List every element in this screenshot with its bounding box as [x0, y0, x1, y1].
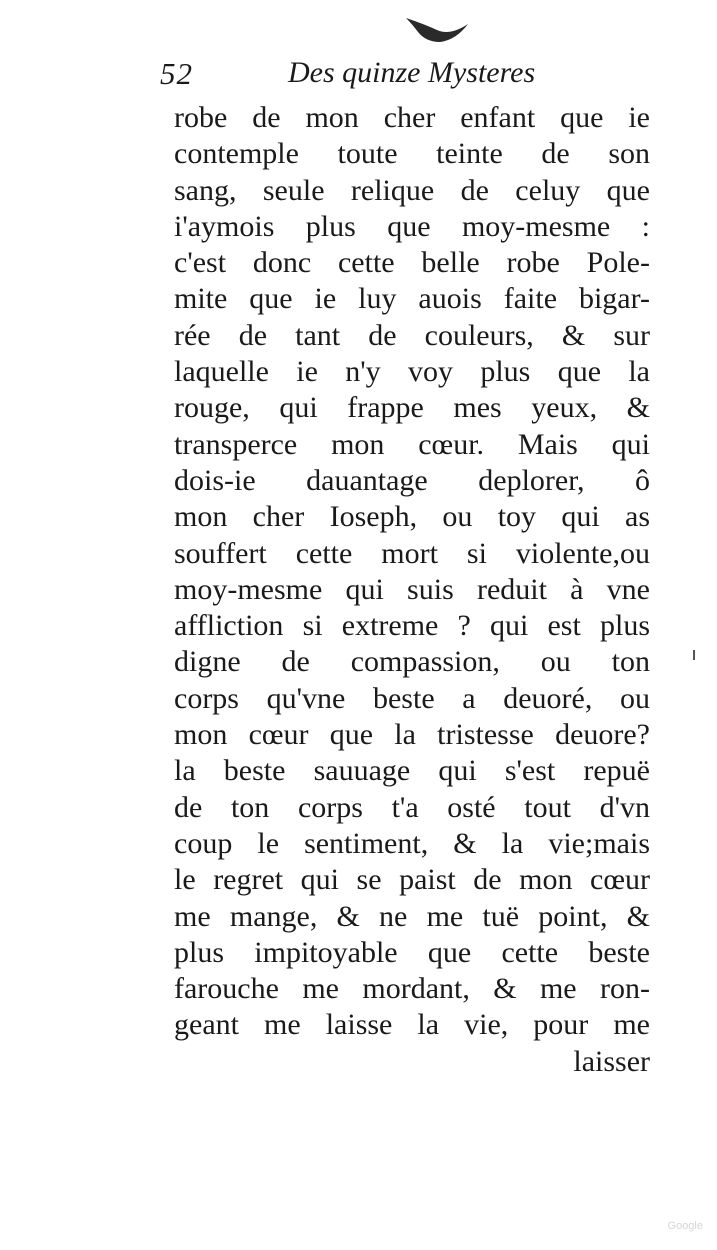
text-line: mon cher Ioseph, ou toy qui as — [174, 500, 650, 534]
text-line: me mange, & ne me tuë point, & — [174, 899, 650, 933]
body-text — [174, 100, 650, 1080]
text-line: robe de mon cher enfant que ie — [174, 101, 650, 134]
text-line: farouche me mordant, & me ron- — [174, 972, 650, 1006]
text-line: le regret qui se paist de mon cœur — [174, 863, 650, 897]
page-number: 52 — [160, 56, 193, 91]
text-line: dois-ie dauantage deplorer, ô — [174, 463, 650, 497]
text-line: contemple toute teinte de son — [174, 137, 650, 171]
page-header — [160, 56, 560, 96]
text-line: digne de compassion, ou ton — [174, 645, 650, 679]
margin-mark — [693, 650, 695, 660]
text-line: de ton corps t'a osté tout d'vn — [174, 790, 650, 824]
text-line: rouge, qui frappe mes yeux, & — [174, 391, 650, 425]
text-line: mite que ie luy auois faite bigar- — [174, 282, 650, 316]
text-line: souffert cette mort si violente,ou — [174, 536, 650, 570]
watermark: Google — [667, 1220, 703, 1232]
text-line: corps qu'vne beste a deuoré, ou — [174, 681, 650, 715]
text-line: i'aymois plus que moy-mesme : — [174, 209, 650, 243]
text-line: rée de tant de couleurs, & sur — [174, 318, 650, 352]
text-line: sang, seule relique de celuy que — [174, 173, 650, 207]
text-line: c'est donc cette belle robe Pole- — [174, 246, 650, 280]
text-line: laquelle ie n'y voy plus que la — [174, 355, 650, 389]
text-line: affliction si extreme ? qui est plus — [174, 609, 650, 643]
text-line: geant me laisse la vie, pour me — [174, 1008, 650, 1042]
text-line: transperce mon cœur. Mais qui — [174, 427, 650, 461]
text-line: mon cœur que la tristesse deuore? — [174, 718, 650, 752]
printer-ornament-icon — [404, 14, 470, 44]
text-line: plus impitoyable que cette beste — [174, 935, 650, 969]
text-line: la beste sauuage qui s'est repuë — [174, 754, 650, 788]
catchword: laisser — [573, 1044, 650, 1078]
text-line: coup le sentiment, & la vie;mais — [174, 826, 650, 860]
text-line: moy-mesme qui suis reduit à vne — [174, 572, 650, 606]
running-head: Des quinze Mysteres — [288, 56, 536, 89]
